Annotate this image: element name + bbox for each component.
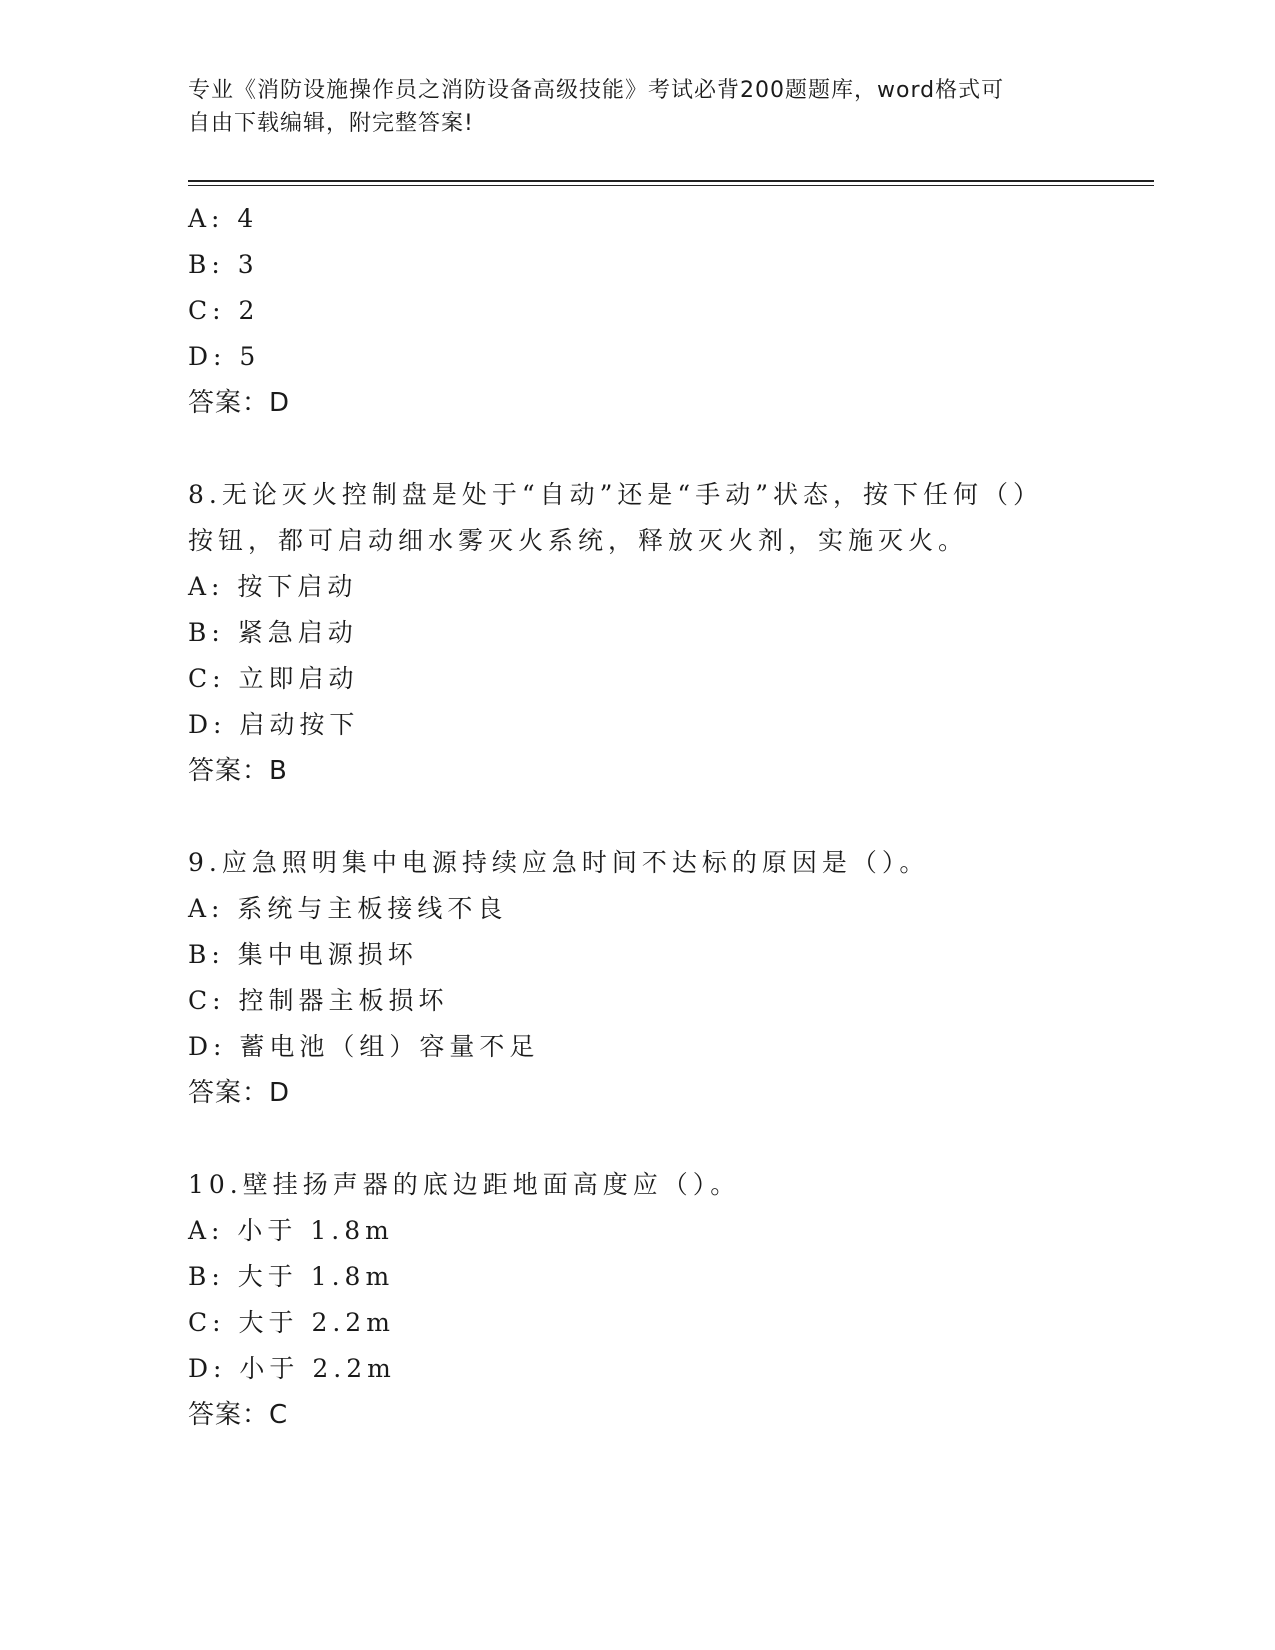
spacer	[188, 426, 1138, 472]
option-b: B: 大于 1.8m	[188, 1262, 395, 1291]
option-a: A: 按下启动	[188, 572, 358, 601]
option-d: D: 启动按下	[188, 710, 360, 739]
question-stem: 10.壁挂扬声器的底边距地面高度应（）。	[188, 1170, 741, 1199]
question-8	[188, 472, 1138, 794]
answer: 答案：D	[188, 388, 291, 418]
question-stem: 9.应急照明集中电源持续应急时间不达标的原因是（）。	[188, 848, 930, 877]
answer: 答案：B	[188, 756, 288, 786]
document-header	[188, 74, 1088, 140]
option-a: A: 系统与主板接线不良	[188, 894, 508, 923]
header-divider-thin	[188, 185, 1154, 186]
option-c: C: 控制器主板损坏	[188, 986, 449, 1015]
option-d: D: 蓄电池（组）容量不足	[188, 1032, 540, 1061]
option-d: D: 小于 2.2m	[188, 1354, 396, 1383]
spacer	[188, 794, 1138, 840]
option-b: B: 集中电源损坏	[188, 940, 418, 969]
question-list	[188, 196, 1138, 1438]
question-10	[188, 1162, 1138, 1438]
option-a: A: 4	[188, 204, 259, 233]
answer: 答案：D	[188, 1078, 291, 1108]
header-title-line-1: 专业《消防设施操作员之消防设备高级技能》考试必背200题题库，word格式可	[188, 78, 1005, 103]
answer: 答案：C	[188, 1400, 289, 1430]
option-d: D: 5	[188, 342, 261, 371]
option-b: B: 3	[188, 250, 259, 279]
option-b: B: 紧急启动	[188, 618, 358, 647]
header-title-line-2: 自由下载编辑，附完整答案!	[188, 111, 474, 136]
option-c: C: 2	[188, 296, 260, 325]
question-stem: 8.无论灭火控制盘是处于“自动”还是“手动”状态，按下任何（）	[188, 480, 1043, 509]
question-7	[188, 196, 1138, 426]
question-stem-continued: 按钮，都可启动细水雾灭火系统，释放灭火剂，实施灭火。	[188, 526, 969, 555]
option-a: A: 小于 1.8m	[188, 1216, 394, 1245]
option-c: C: 立即启动	[188, 664, 359, 693]
spacer	[188, 1116, 1138, 1162]
question-9	[188, 840, 1138, 1116]
header-divider	[188, 180, 1154, 182]
option-c: C: 大于 2.2m	[188, 1308, 395, 1337]
